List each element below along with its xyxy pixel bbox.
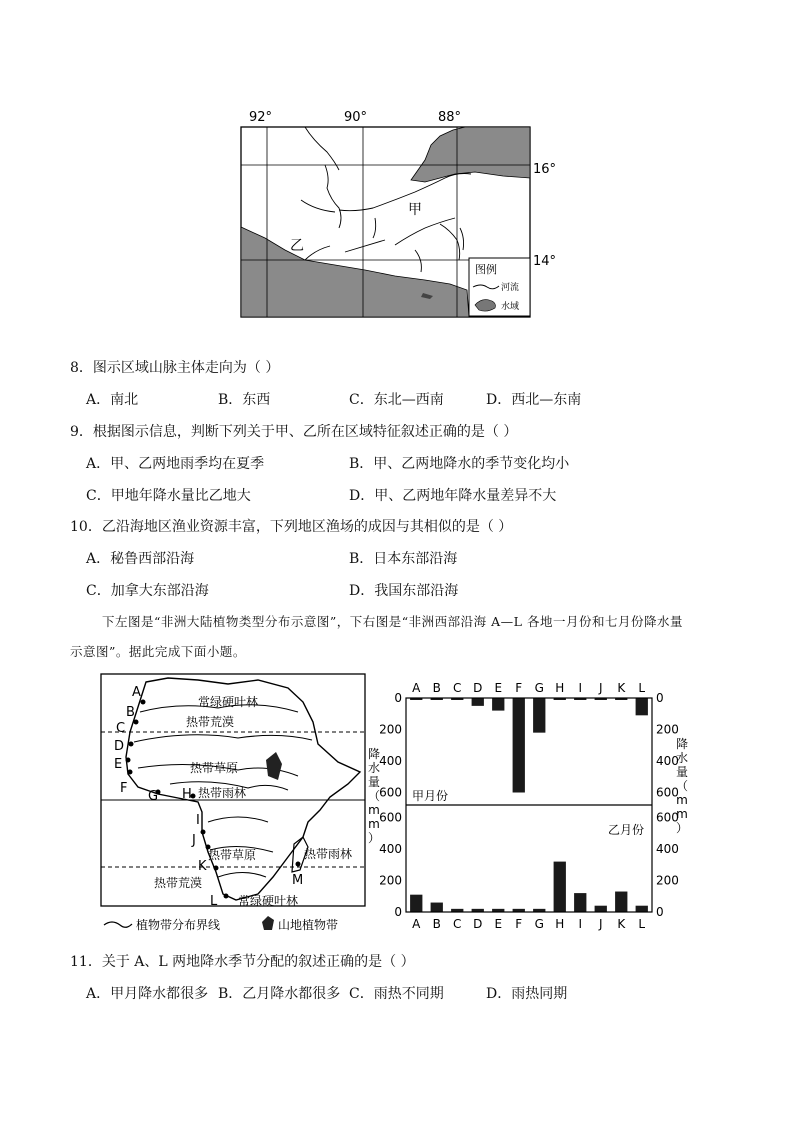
- category-label-bottom-d: D: [473, 917, 483, 931]
- point-label-k: K: [198, 859, 207, 874]
- bar-yi-a: [410, 895, 422, 912]
- lat-label-14: 14°: [533, 254, 557, 269]
- bar-yi-b: [431, 903, 443, 912]
- ytick-bottom-right-600: 600: [656, 810, 679, 825]
- point-label-g: G: [148, 789, 159, 804]
- legend-water-label: 水域: [501, 302, 520, 312]
- q11-stem: 11．关于 A、L 两地降水季节分配的叙述正确的是（ ）: [70, 954, 415, 970]
- category-label-top-h: H: [555, 681, 565, 695]
- category-label-bottom-h: H: [555, 917, 565, 931]
- bar-yi-h: [554, 862, 566, 912]
- q9-option-c[interactable]: C．甲地年降水量比乙地大: [86, 488, 251, 504]
- bar-jia-g: [533, 698, 545, 733]
- bar-yi-l: [636, 906, 648, 912]
- q9-option-a[interactable]: A．甲、乙两地雨季均在夏季: [86, 456, 265, 472]
- legend-mountain-icon: [262, 916, 274, 930]
- point-label-e: E: [114, 757, 123, 772]
- point-label-h: H: [182, 787, 192, 802]
- category-label-top-b: B: [432, 681, 441, 695]
- q11-option-d[interactable]: D．雨热同期: [486, 986, 568, 1002]
- ytick-top-right-400: 400: [656, 754, 679, 768]
- bar-jia-l: [636, 698, 648, 715]
- category-label-bottom-b: B: [432, 917, 441, 931]
- lon-label-88: 88°: [438, 110, 462, 125]
- zone-label-savanna-north: 热带草原: [190, 761, 239, 775]
- category-label-top-j: J: [598, 681, 603, 695]
- place-label-jia: 甲: [408, 202, 422, 218]
- q11-option-a[interactable]: A．甲月降水都很多: [86, 986, 209, 1002]
- ytick-bottom-right-200: 200: [656, 873, 679, 888]
- point-label-l: L: [210, 894, 218, 909]
- point-label-d: D: [114, 739, 125, 754]
- legend-boundary-icon: [104, 922, 132, 927]
- africa-vegetation-map: [98, 672, 370, 934]
- category-label-bottom-i: I: [578, 917, 583, 931]
- category-label-top-l: L: [638, 681, 646, 695]
- ytick-top-left-600: 600: [379, 785, 402, 800]
- category-label-top-f: F: [515, 681, 523, 695]
- ytick-bottom-left-0: 0: [394, 905, 402, 919]
- zone-label-sclerophyll-south: 常绿硬叶林: [238, 894, 299, 908]
- ytick-top-right-0: 0: [656, 691, 664, 705]
- lon-label-92: 92°: [249, 110, 273, 125]
- intro-line-2: 示意图”。据此完成下面小题。: [70, 644, 246, 659]
- q8-option-a[interactable]: A．南北: [86, 392, 139, 408]
- bar-jia-d: [472, 698, 484, 706]
- legend-title: 图例: [475, 263, 497, 276]
- ytick-top-left-200: 200: [379, 722, 402, 737]
- point-label-i: I: [196, 813, 200, 828]
- ytick-top-left-400: 400: [379, 754, 402, 768]
- q11-option-b[interactable]: B．乙月降水都很多: [218, 986, 341, 1002]
- legend-boundary-label: 植物带分布界线: [136, 918, 221, 932]
- q8-stem: 8．图示区域山脉主体走向为（ ）: [70, 360, 280, 376]
- category-label-bottom-k: K: [617, 917, 626, 931]
- q9-option-d[interactable]: D．甲、乙两地年降水量差异不大: [349, 488, 557, 504]
- category-label-top-i: I: [578, 681, 583, 695]
- zone-label-desert-north: 热带荒漠: [186, 715, 235, 729]
- category-label-bottom-e: E: [494, 917, 503, 931]
- bar-jia-f: [513, 698, 525, 793]
- place-label-yi: 乙: [290, 238, 304, 254]
- ytick-bottom-left-600: 600: [379, 810, 402, 825]
- ytick-bottom-right-0: 0: [656, 905, 664, 919]
- q8-option-d[interactable]: D．西北—东南: [486, 392, 582, 408]
- point-label-f: F: [120, 781, 128, 796]
- category-label-top-e: E: [494, 681, 503, 695]
- bar-yi-j: [595, 906, 607, 912]
- bar-yi-k: [615, 892, 627, 912]
- bar-jia-e: [492, 698, 504, 711]
- point-label-a: A: [132, 685, 141, 700]
- q8-option-b[interactable]: B．东西: [218, 392, 271, 408]
- zone-label-desert-south: 热带荒漠: [154, 876, 203, 890]
- point-label-m: M: [292, 873, 304, 888]
- q11-option-c[interactable]: C．雨热不同期: [349, 986, 444, 1002]
- category-label-bottom-a: A: [412, 917, 421, 931]
- q10-stem: 10．乙沿海地区渔业资源丰富，下列地区渔场的成因与其相似的是（ ）: [70, 519, 513, 535]
- category-label-bottom-c: C: [453, 917, 462, 931]
- ytick-top-right-600: 600: [656, 785, 679, 800]
- category-label-bottom-l: L: [638, 917, 646, 931]
- point-label-b: B: [126, 705, 135, 720]
- q9-option-b[interactable]: B．甲、乙两地降水的季节变化均小: [349, 456, 570, 472]
- category-label-bottom-g: G: [534, 917, 544, 931]
- q8-option-c[interactable]: C．东北—西南: [349, 392, 444, 408]
- category-label-bottom-j: J: [598, 917, 603, 931]
- legend-river-label: 河流: [501, 283, 520, 293]
- lon-label-90: 90°: [344, 110, 368, 125]
- q10-option-a[interactable]: A．秘鲁西部沿海: [86, 551, 195, 567]
- category-label-top-c: C: [453, 681, 462, 695]
- zone-label-rainforest: 热带雨林: [198, 786, 247, 800]
- category-label-bottom-f: F: [515, 917, 523, 931]
- q10-option-b[interactable]: B．日本东部沿海: [349, 551, 458, 567]
- point-label-j: J: [192, 833, 196, 848]
- lat-label-16: 16°: [533, 162, 557, 177]
- ylabel-left: 降水量（ m m ）: [367, 747, 381, 845]
- legend-mountain-label: 山地植物带: [278, 918, 339, 932]
- bar-yi-i: [574, 893, 586, 912]
- map-legend: [469, 258, 530, 316]
- ytick-top-right-200: 200: [656, 722, 679, 737]
- q10-option-d[interactable]: D．我国东部沿海: [349, 583, 459, 599]
- intro-line-1: 下左图是“非洲大陆植物类型分布示意图”，下右图是“非洲西部沿海 A—L 各地一月份和七月份降水量: [102, 614, 683, 629]
- q10-option-c[interactable]: C．加拿大东部沿海: [86, 583, 209, 599]
- ytick-bottom-right-400: 400: [656, 842, 679, 856]
- series-label-yi: 乙月份: [608, 823, 645, 837]
- category-label-top-a: A: [412, 681, 421, 695]
- ylabel-right: 降水量（ m m ）: [675, 737, 689, 835]
- ytick-bottom-left-400: 400: [379, 842, 402, 856]
- zone-label-savanna-south: 热带草原: [208, 848, 257, 862]
- series-label-jia: 甲月份: [412, 789, 449, 803]
- zone-label-rainforest-madagascar: 热带雨林: [304, 847, 353, 861]
- category-label-top-k: K: [617, 681, 626, 695]
- map-central-america: [235, 100, 565, 322]
- ytick-top-left-0: 0: [394, 691, 402, 705]
- ytick-bottom-left-200: 200: [379, 873, 402, 888]
- q9-stem: 9．根据图示信息，判断下列关于甲、乙所在区域特征叙述正确的是（ ）: [70, 424, 518, 440]
- category-label-top-g: G: [534, 681, 544, 695]
- zone-label-sclerophyll-north: 常绿硬叶林: [198, 695, 259, 709]
- category-label-top-d: D: [473, 681, 483, 695]
- precipitation-chart: [364, 676, 694, 932]
- point-label-c: C: [116, 721, 126, 736]
